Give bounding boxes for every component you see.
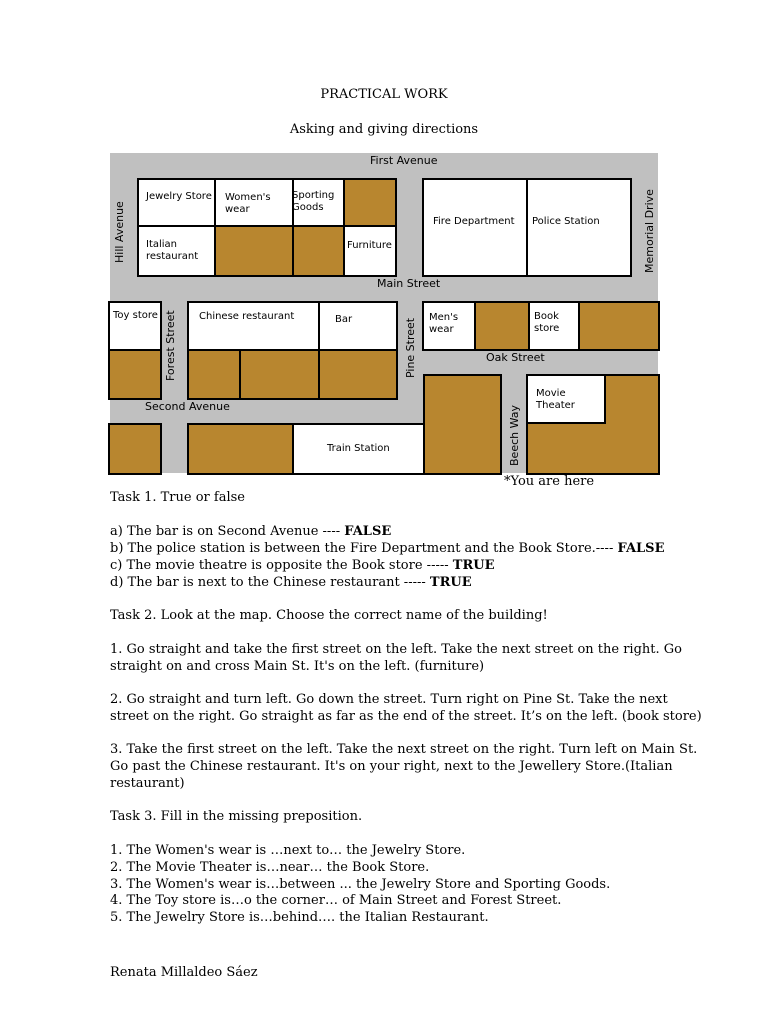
task3-item: 4. The Toy store is…o the corner… of Main Street and Forest Street. bbox=[110, 893, 562, 908]
task1-item-answer: TRUE bbox=[429, 575, 472, 590]
movie-theater-label: Movie Theater bbox=[536, 388, 575, 411]
chinese-restaurant-label: Chinese restaurant bbox=[199, 311, 295, 322]
memorial-drive-label: Memorial Drive bbox=[643, 189, 656, 273]
empty-lot-block bbox=[187, 423, 294, 475]
task1-item-answer: TRUE bbox=[452, 558, 495, 573]
police-station-label: Police Station bbox=[532, 216, 600, 227]
first-avenue-label: First Avenue bbox=[370, 154, 438, 167]
mens-wear-label: Men's wear bbox=[429, 312, 459, 335]
hill-avenue-label: Hill Avenue bbox=[113, 201, 126, 263]
toy-store-block bbox=[108, 301, 162, 351]
task1-item-text: d) The bar is next to the Chinese restaurant ----- bbox=[110, 575, 430, 590]
pine-street-label: Pine Street bbox=[404, 317, 417, 378]
task2-item1-line: 1. Go straight and take the first street on the left. Take the next street on the right. Go bbox=[110, 642, 682, 657]
task1-item-text: c) The movie theatre is opposite the Book store ----- bbox=[110, 558, 453, 573]
second-avenue-label: Second Avenue bbox=[145, 400, 230, 413]
train-station-label: Train Station bbox=[327, 443, 390, 454]
empty-lot-block bbox=[474, 301, 530, 351]
bar-label: Bar bbox=[335, 314, 353, 325]
womens-wear-label: Women's wear bbox=[225, 192, 271, 215]
task3-heading: Task 3. Fill in the missing preposition. bbox=[110, 809, 363, 824]
empty-lot-block bbox=[187, 349, 241, 400]
task3-item: 2. The Movie Theater is…near… the Book Store. bbox=[110, 860, 430, 875]
task1-item bbox=[110, 557, 495, 574]
empty-lot-block bbox=[318, 349, 398, 400]
chinese-restaurant-block bbox=[187, 301, 320, 351]
street-map bbox=[110, 153, 658, 473]
task2-item1-line: straight on and cross Main St. It's on the left. (furniture) bbox=[110, 659, 485, 674]
toy-store-label: Toy store bbox=[113, 310, 158, 321]
task1-item-text: b) The police station is between the Fire Department and the Book Store.---- bbox=[110, 541, 618, 556]
task1-item-answer: FALSE bbox=[344, 524, 392, 539]
task2-item2-line: 2. Go straight and turn left. Go down the street. Turn right on Pine St. Take the next bbox=[110, 692, 668, 707]
task1-item bbox=[110, 523, 391, 540]
task2-item2-line: street on the right. Go straight as far as the end of the street. It’s on the left. (book store) bbox=[110, 709, 702, 724]
empty-lot-block bbox=[108, 423, 162, 475]
task1-heading: Task 1. True or false bbox=[110, 490, 245, 505]
page-subtitle: Asking and giving directions bbox=[289, 122, 479, 137]
furniture-label: Furniture bbox=[347, 240, 392, 251]
fire-department-label: Fire Department bbox=[433, 216, 515, 227]
forest-street-label: Forest Street bbox=[164, 310, 177, 381]
author-name: Renata Millaldeo Sáez bbox=[110, 965, 258, 980]
task1-item-answer: FALSE bbox=[617, 541, 665, 556]
bar-block bbox=[318, 301, 398, 351]
beech-way-label: Beech Way bbox=[508, 404, 521, 466]
task2-item3-line: restaurant) bbox=[110, 776, 185, 791]
main-street-label: Main Street bbox=[377, 277, 441, 290]
empty-lot-block bbox=[239, 349, 320, 400]
you-are-here-marker: *You are here bbox=[504, 474, 595, 489]
empty-lot-block bbox=[214, 225, 294, 277]
empty-lot-block bbox=[578, 301, 660, 351]
task1-item bbox=[110, 540, 664, 557]
task3-item: 5. The Jewelry Store is…behind…. the Italian Restaurant. bbox=[110, 910, 489, 925]
empty-lot-block bbox=[343, 178, 397, 227]
book-store-label: Book store bbox=[534, 311, 560, 334]
task2-item3-line: 3. Take the first street on the left. Take the next street on the right. Turn left on Main St. bbox=[110, 742, 698, 757]
empty-lot-block bbox=[292, 225, 345, 277]
page-title: PRACTICAL WORK bbox=[320, 87, 448, 102]
empty-lot-block bbox=[423, 374, 502, 475]
sporting-goods-label: Sporting Goods bbox=[292, 190, 335, 213]
task2-heading: Task 2. Look at the map. Choose the correct name of the building! bbox=[110, 608, 548, 623]
task1-item-text: a) The bar is on Second Avenue ---- bbox=[110, 524, 345, 539]
italian-restaurant-label: Italian restaurant bbox=[146, 239, 199, 262]
oak-street-label: Oak Street bbox=[486, 351, 545, 364]
task3-item: 1. The Women's wear is …next to… the Jewelry Store. bbox=[110, 843, 466, 858]
jewelry-store-label: Jewelry Store bbox=[146, 191, 212, 202]
task2-item3-line: Go past the Chinese restaurant. It's on your right, next to the Jewellery Store.(Italian bbox=[110, 759, 673, 774]
empty-lot-block bbox=[108, 349, 162, 400]
task1-item bbox=[110, 574, 472, 591]
task3-item: 3. The Women's wear is…between ... the Jewelry Store and Sporting Goods. bbox=[110, 877, 611, 892]
